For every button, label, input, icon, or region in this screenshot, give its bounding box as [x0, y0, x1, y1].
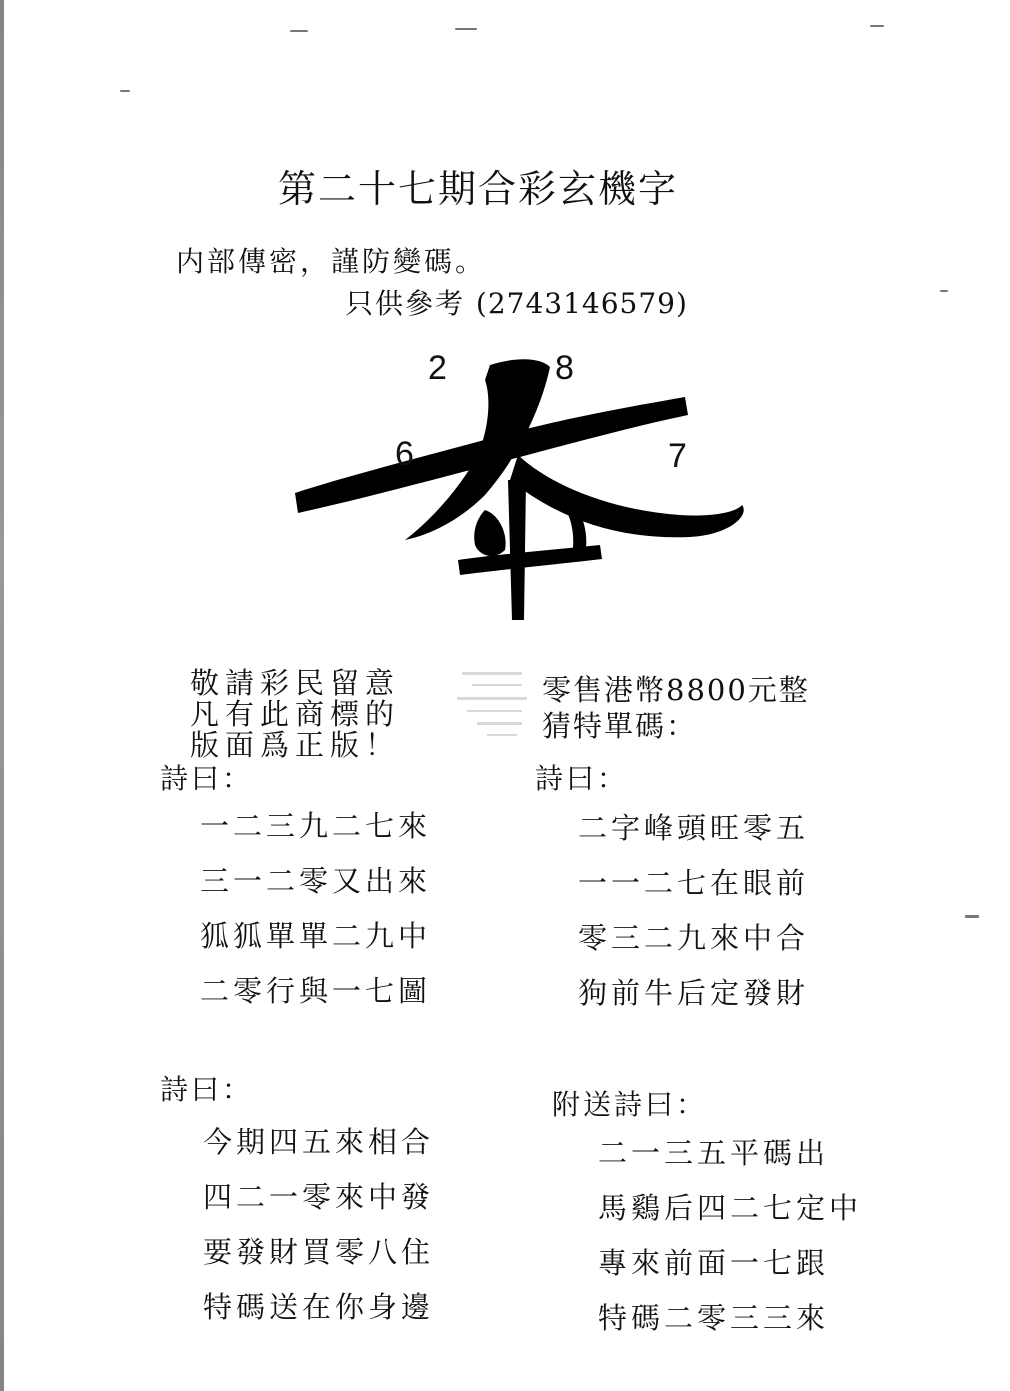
- poem-line: 特碼送在你身邊: [203, 1290, 435, 1324]
- poem-line: 今期四五來相合: [203, 1125, 435, 1159]
- poem-line: 一二三九二七來: [200, 809, 432, 843]
- poem-line: 狗前牛后定發財: [578, 976, 810, 1010]
- reference-number: (2743146579): [475, 287, 688, 320]
- scan-speck: [870, 25, 884, 27]
- price-block: [542, 672, 810, 744]
- poem-line: 二字峰頭旺零五: [578, 811, 810, 845]
- price-text: 零售港幣8800元整: [542, 673, 810, 707]
- trademark-notice-line: 版面爲正版！: [190, 728, 401, 762]
- trademark-notice-line: 凡有此商標的: [190, 697, 401, 731]
- glyph-number-6: 6: [395, 435, 414, 473]
- reference-label: 只供參考: [345, 287, 466, 320]
- puzzle-glyph: [280, 345, 760, 630]
- poem-line: 一一二七在眼前: [578, 866, 810, 900]
- trademark-notice-line: 敬請彩民留意: [190, 666, 401, 700]
- scan-speck: [455, 28, 477, 30]
- poem-line: 二一三五平碼出: [598, 1136, 830, 1170]
- scan-speck: [940, 290, 948, 292]
- reference-line: [345, 282, 688, 322]
- poem-4: [598, 1133, 862, 1353]
- poem-2-heading: 詩曰：: [535, 762, 629, 795]
- scan-speck: [120, 90, 130, 92]
- poem-4-heading: 附送詩曰：: [552, 1088, 708, 1121]
- poem-2: [578, 808, 809, 1028]
- glyph-lower-left-dot: [474, 510, 505, 556]
- poem-line: 四二一零來中發: [203, 1180, 435, 1214]
- scan-speck: [290, 30, 308, 32]
- poem-1: [200, 806, 431, 1026]
- poem-1-heading: 詩曰：: [160, 762, 254, 795]
- glyph-lower-vertical: [508, 480, 526, 620]
- poem-3-heading: 詩曰：: [160, 1073, 254, 1106]
- glyph-number-2: 2: [428, 349, 447, 387]
- poem-line: 專來前面一七跟: [598, 1246, 830, 1280]
- guess-text: 猜特單碼：: [542, 709, 698, 743]
- glyph-number-8: 8: [555, 349, 574, 387]
- trademark-notice: [190, 668, 400, 761]
- scan-edge: [0, 0, 4, 1391]
- poem-line: 馬鷄后四二七定中: [598, 1191, 863, 1225]
- glyph-right-stroke: [510, 455, 744, 537]
- scan-speck: [965, 915, 979, 918]
- poem-line: 三一二零又出來: [200, 864, 432, 898]
- poem-line: 特碼二零三三來: [598, 1301, 830, 1335]
- page-title: 第二十七期合彩玄機字: [278, 167, 679, 211]
- poem-line: 要發財買零八住: [203, 1235, 435, 1269]
- poem-line: 狐狐單單二九中: [200, 919, 432, 953]
- puzzle-glyph-drawing: [280, 345, 760, 630]
- poem-line: 二零行與一七圖: [200, 974, 432, 1008]
- poem-line: 零三二九來中合: [578, 921, 810, 955]
- poem-3: [203, 1122, 434, 1342]
- glyph-number-7: 7: [668, 437, 687, 475]
- confidential-notice: 内部傳密，謹防變碼。: [176, 245, 487, 278]
- faded-trademark-stamp: [452, 662, 542, 747]
